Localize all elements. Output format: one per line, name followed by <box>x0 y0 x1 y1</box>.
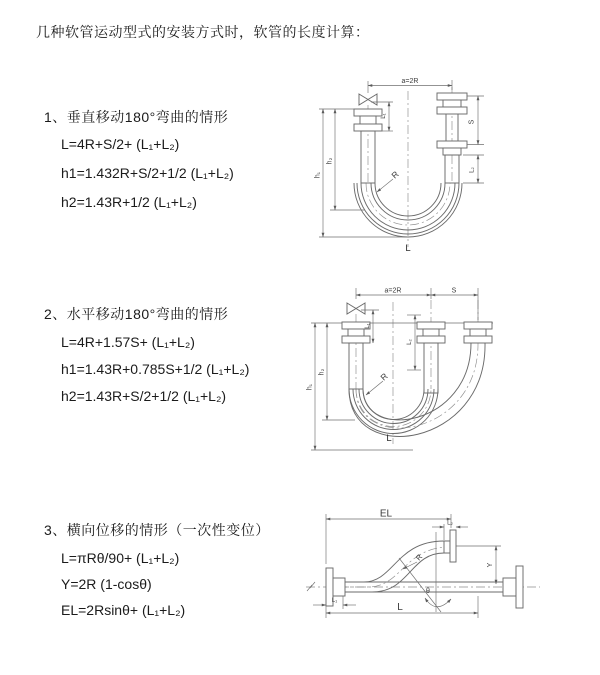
dim-label-l2: L₂ <box>406 339 413 345</box>
dimension-l <box>326 596 478 618</box>
dim-label-s: S <box>468 119 476 125</box>
dimension-l2 <box>463 155 484 183</box>
dim-label-l1: L₁ <box>331 597 338 604</box>
section-3-formulas <box>61 550 185 628</box>
dim-label-a2r: a=2R <box>401 78 419 85</box>
section-1-heading: 1、垂直移动180°弯曲的情形 <box>44 109 229 125</box>
dimension-s <box>467 96 484 145</box>
formula-line: L=4R+1.57S+ (L₁+L₂) <box>61 334 195 350</box>
valve-icon <box>347 303 365 314</box>
diagram-lateral-displacement <box>298 500 600 650</box>
radius-label: R <box>389 169 401 181</box>
diagram-vertical-180-bend <box>313 75 600 255</box>
section-2-heading: 2、水平移动180°弯曲的情形 <box>44 306 229 322</box>
middle-flange <box>417 322 445 343</box>
dim-label-l2: L₂ <box>447 519 453 527</box>
page-title: 几种软管运动型式的安装方式时，软管的长度计算： <box>36 24 370 40</box>
radius-label: R <box>378 371 390 383</box>
dim-label-y: Y <box>487 562 494 568</box>
centerline-break <box>307 582 315 591</box>
dimension-s <box>431 288 478 321</box>
dimension-el <box>326 509 451 565</box>
left-flange <box>354 109 382 131</box>
radius-callout <box>366 371 390 395</box>
right-flange-upper <box>437 93 467 114</box>
dim-label-l2: L₂ <box>468 167 476 173</box>
dim-label-h2: h₂ <box>318 368 326 376</box>
radius-callout <box>403 552 425 569</box>
dim-label-el: EL <box>379 508 393 520</box>
length-label: L <box>405 243 411 254</box>
right-flange <box>464 322 492 343</box>
dim-label-a2r: a=2R <box>384 287 402 295</box>
section-2-formulas <box>61 334 249 415</box>
radius-callout <box>377 169 401 192</box>
dim-label-h2: h₂ <box>326 157 334 165</box>
dim-label-l1: L₁ <box>380 113 387 119</box>
dimension-l1 <box>313 596 356 609</box>
dim-label-h1: h₁ <box>306 383 314 391</box>
dimension-y <box>487 546 496 584</box>
formula-line: h1=1.43R+0.785S+1/2 (L₁+L₂) <box>61 361 250 377</box>
section-3-heading: 3、横向位移的情形（一次性变位） <box>44 522 270 538</box>
valve-icon <box>359 94 377 105</box>
angle-label: θ <box>426 588 430 595</box>
dim-label-s: S <box>451 287 457 295</box>
dim-label-l: L <box>397 602 403 613</box>
diagram-horizontal-180-bend <box>303 282 600 464</box>
formula-line: h2=1.43R+S/2+1/2 (L₁+L₂) <box>61 388 227 404</box>
right-flange-lower <box>437 141 467 155</box>
dimension-a2r <box>356 288 431 300</box>
formula-line: L=πRθ/90+ (L₁+L₂) <box>61 550 180 566</box>
radius-label: R <box>413 552 425 563</box>
dim-label-l1: L₁ <box>364 323 371 329</box>
dimension-a2r <box>368 78 452 93</box>
formula-line: h2=1.43R+1/2 (L₁+L₂) <box>61 194 197 210</box>
right-flange <box>503 566 523 608</box>
formula-line: h1=1.432R+S/2+1/2 (L₁+L₂) <box>61 165 234 181</box>
top-flange <box>444 530 456 562</box>
formula-line: EL=2Rsinθ+ (L₁+L₂) <box>61 602 186 618</box>
section-1-formulas <box>61 136 234 223</box>
length-label: L <box>386 433 392 444</box>
formula-line: L=4R+S/2+ (L₁+L₂) <box>61 136 180 152</box>
formula-line: Y=2R (1-cosθ) <box>61 576 152 592</box>
dim-label-h1: h₁ <box>314 171 322 179</box>
